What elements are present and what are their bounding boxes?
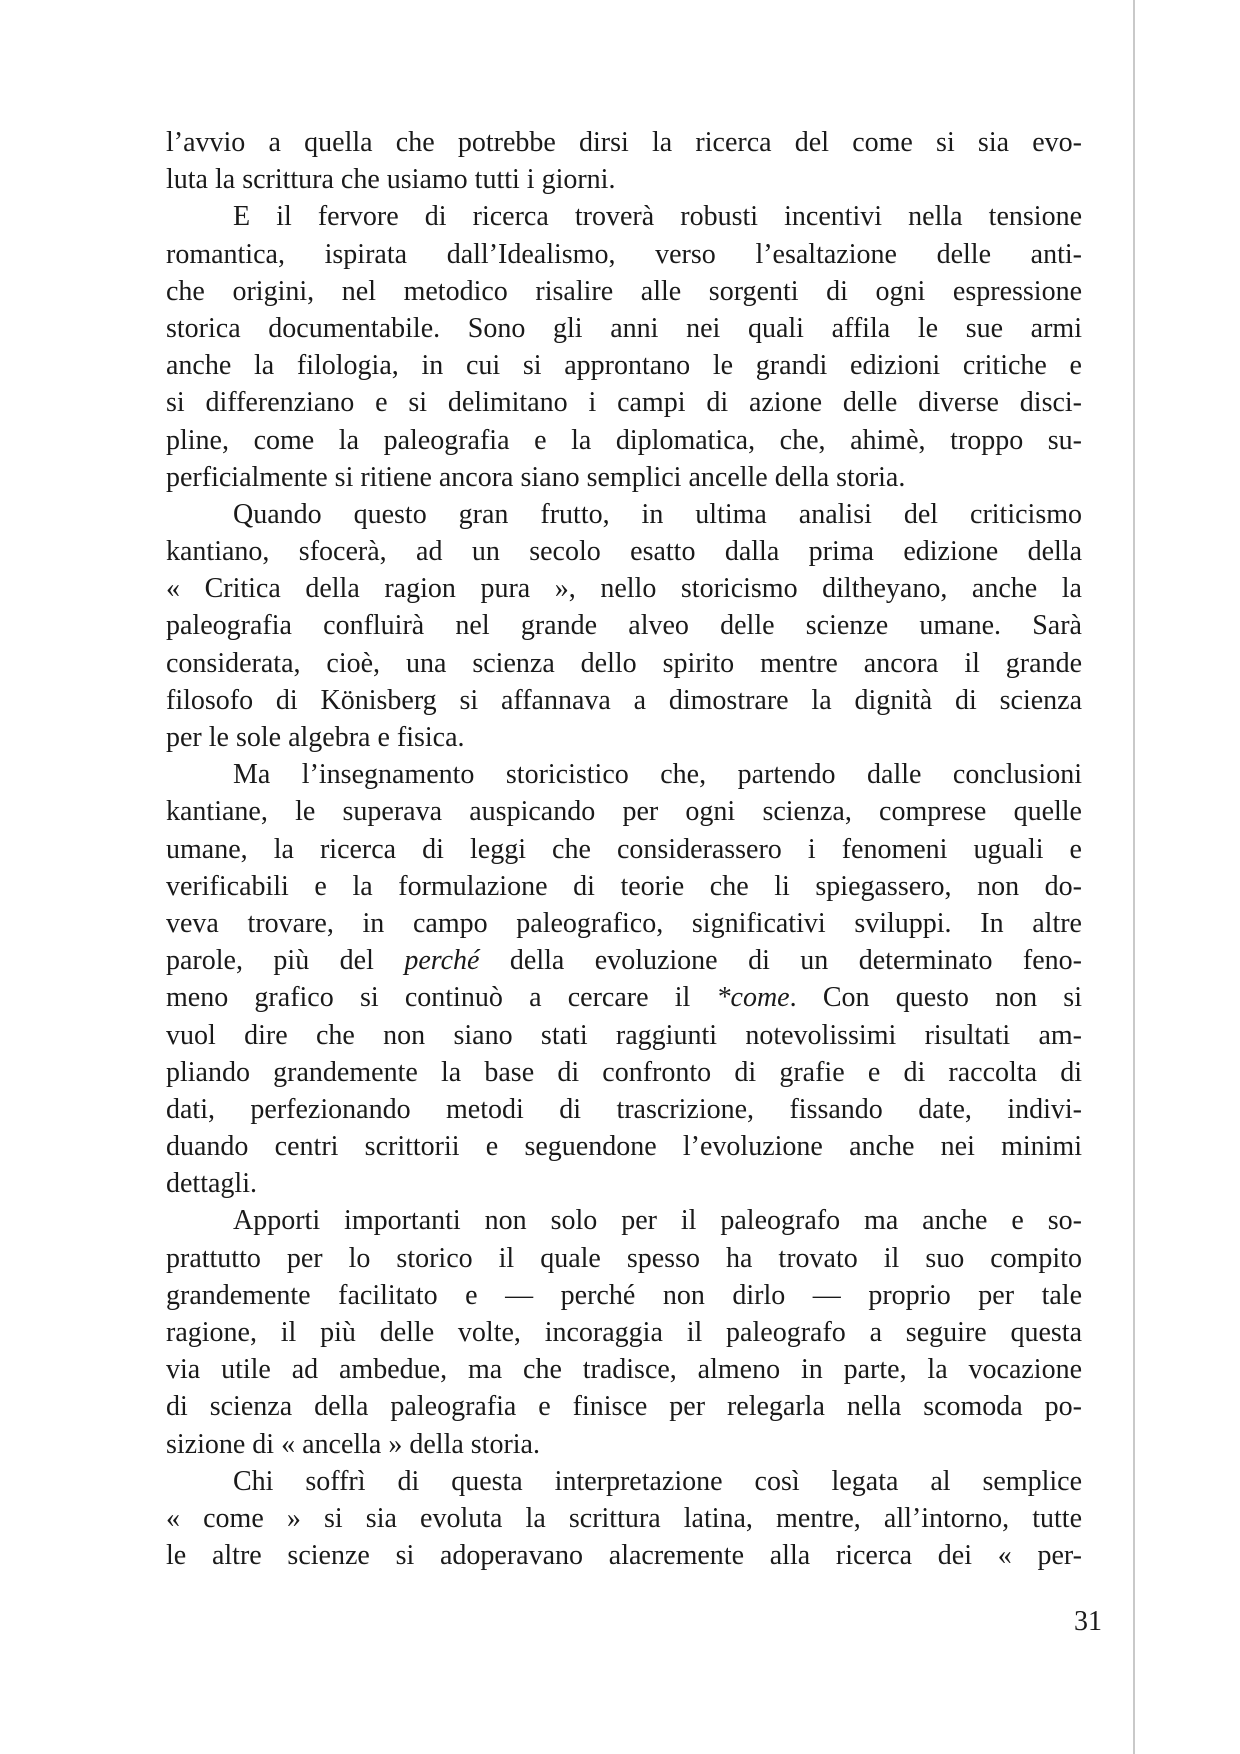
text-segment: luta la scrittura che usiamo tutti i giorni.	[166, 164, 616, 196]
text-line	[166, 1426, 1082, 1463]
body-text	[166, 124, 1082, 1574]
text-line	[166, 1165, 1082, 1202]
text-segment: le altre scienze si adoperavano alacremente alla ricerca dei « per-	[166, 1540, 1082, 1572]
paragraph	[166, 198, 1082, 496]
text-line	[166, 1500, 1082, 1537]
text-segment: parole, più del	[166, 945, 405, 977]
text-segment: verificabili e la formulazione di teorie che li spiegassero, non do-	[166, 870, 1082, 902]
text-segment: Ma l’insegnamento storicistico che, partendo dalle conclusioni	[233, 759, 1082, 791]
text-line	[166, 384, 1082, 421]
text-segment: sizione di « ancella » della storia.	[166, 1428, 540, 1460]
text-line	[166, 161, 1082, 198]
text-line	[166, 347, 1082, 384]
text-segment: prattutto per lo storico il quale spesso ha trovato il suo compito	[166, 1242, 1082, 1274]
text-segment: storica documentabile. Sono gli anni nei quali affila le sue armi	[166, 312, 1082, 344]
text-line	[166, 1202, 1082, 1239]
text-segment: veva trovare, in campo paleografico, significativi sviluppi. In altre	[166, 907, 1082, 939]
text-line	[166, 1388, 1082, 1425]
text-segment: vuol dire che non siano stati raggiunti notevolissimi risultati am-	[166, 1019, 1082, 1051]
text-line	[166, 124, 1082, 161]
text-line	[166, 1017, 1082, 1054]
text-line	[166, 1314, 1082, 1351]
text-line	[166, 422, 1082, 459]
text-segment: ragione, il più delle volte, incoraggia il paleografo a seguire questa	[166, 1317, 1082, 1348]
text-line	[166, 1054, 1082, 1091]
text-line	[166, 1537, 1082, 1574]
text-line	[166, 868, 1082, 905]
text-segment: . Con questo non si	[789, 982, 1082, 1014]
text-line	[166, 645, 1082, 682]
page-number: 31	[1074, 1606, 1102, 1637]
text-line	[166, 198, 1082, 235]
text-segment: si differenziano e si delimitano i campi di azione delle diverse disci-	[166, 387, 1082, 419]
text-line	[166, 942, 1082, 979]
text-segment: Apporti importanti non solo per il paleografo ma anche e so-	[233, 1205, 1082, 1237]
paragraph	[166, 756, 1082, 1202]
text-line	[166, 905, 1082, 942]
paragraph	[166, 1202, 1082, 1462]
paragraph	[166, 496, 1082, 756]
text-line	[166, 459, 1082, 496]
text-line	[166, 570, 1082, 607]
text-segment: E il fervore di ricerca troverà robusti incentivi nella tensione	[233, 201, 1082, 233]
text-segment: che origini, nel metodico risalire alle sorgenti di ogni espressione	[166, 275, 1082, 307]
text-segment: l’avvio a quella che potrebbe dirsi la ricerca del come si sia evo-	[166, 127, 1082, 158]
text-segment: umane, la ricerca di leggi che considerassero i fenomeni uguali e	[166, 833, 1082, 865]
text-segment: dati, perfezionando metodi di trascrizione, fissando date, indivi-	[166, 1093, 1082, 1125]
text-line	[166, 719, 1082, 756]
text-line	[166, 533, 1082, 570]
text-line	[166, 310, 1082, 347]
paragraph	[166, 124, 1082, 198]
text-segment: perficialmente si ritiene ancora siano semplici ancelle della storia.	[166, 461, 906, 493]
text-segment: di scienza della paleografia e finisce per relegarla nella scomoda po-	[166, 1391, 1082, 1423]
text-segment: pliando grandemente la base di confronto di grafie e di raccolta di	[166, 1056, 1082, 1088]
text-line	[166, 607, 1082, 644]
text-segment: per le sole algebra e fisica.	[166, 722, 465, 753]
text-segment: Quando questo gran frutto, in ultima analisi del criticismo	[233, 498, 1082, 530]
text-segment: duando centri scrittorii e seguendone l’evoluzione anche nei minimi	[166, 1131, 1082, 1163]
text-segment: paleografia confluirà nel grande alveo delle scienze umane. Sarà	[166, 610, 1082, 642]
text-segment: pline, come la paleografia e la diplomatica, che, ahimè, troppo su-	[166, 424, 1082, 456]
text-line	[166, 756, 1082, 793]
text-segment: della evoluzione di un determinato feno-	[479, 945, 1082, 977]
text-segment: filosofo di Könisberg si affannava a dimostrare la dignità di scienza	[166, 684, 1082, 716]
text-line	[166, 1463, 1082, 1500]
text-line	[166, 236, 1082, 273]
text-line	[166, 979, 1082, 1016]
page-edge-divider	[1133, 0, 1135, 1754]
text-segment: « Critica della ragion pura », nello storicismo diltheyano, anche la	[166, 573, 1082, 605]
text-segment: via utile ad ambedue, ma che tradisce, almeno in parte, la vocazione	[166, 1354, 1082, 1386]
text-segment: kantiane, le superava auspicando per ogni scienza, comprese quelle	[166, 796, 1082, 828]
text-line	[166, 682, 1082, 719]
text-segment: considerata, cioè, una scienza dello spirito mentre ancora il grande	[166, 647, 1082, 679]
text-line	[166, 273, 1082, 310]
text-segment: anche la filologia, in cui si approntano le grandi edizioni critiche e	[166, 350, 1082, 382]
text-segment: dettagli.	[166, 1168, 257, 1200]
italic-term: perché	[404, 945, 480, 977]
text-line	[166, 1351, 1082, 1388]
text-segment: « come » si sia evoluta la scrittura latina, mentre, all’intorno, tutte	[166, 1502, 1082, 1534]
text-segment: Chi soffrì di questa interpretazione così legata al semplice	[233, 1465, 1082, 1497]
italic-term: *come	[716, 982, 790, 1014]
paragraph	[166, 1463, 1082, 1575]
text-line	[166, 1277, 1082, 1314]
text-line	[166, 793, 1082, 830]
text-line	[166, 496, 1082, 533]
text-segment: kantiano, sfocerà, ad un secolo esatto dalla prima edizione della	[166, 536, 1082, 568]
text-segment: romantica, ispirata dall’Idealismo, verso l’esaltazione delle anti-	[166, 238, 1082, 270]
text-line	[166, 1091, 1082, 1128]
text-segment: meno grafico si continuò a cercare il	[166, 982, 717, 1014]
text-line	[166, 831, 1082, 868]
text-line	[166, 1240, 1082, 1277]
text-line	[166, 1128, 1082, 1165]
text-segment: grandemente facilitato e — perché non dirlo — proprio per tale	[166, 1279, 1082, 1311]
